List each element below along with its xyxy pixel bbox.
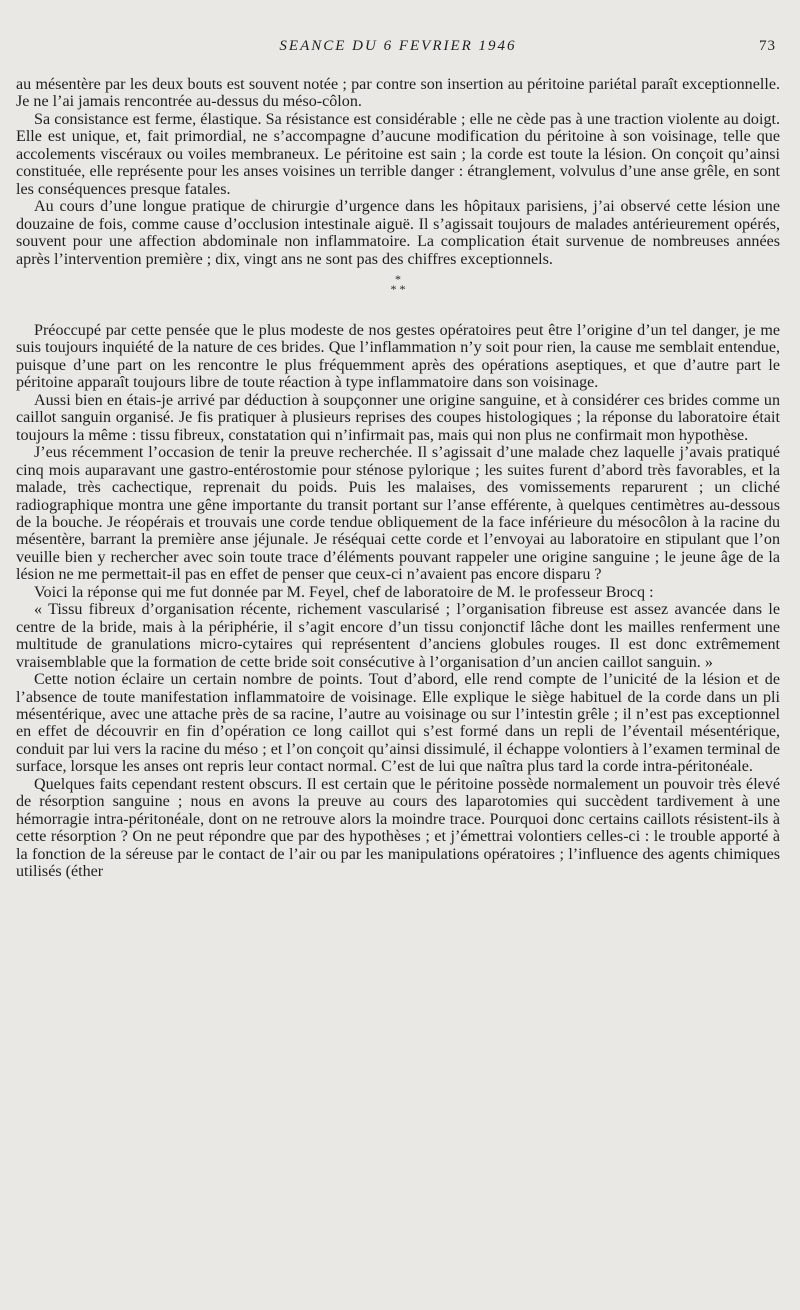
page-header xyxy=(16,38,780,62)
paragraph: au mésentère par les deux bouts est souvent notée ; par contre son insertion au péritoine pariétal paraît exceptionnelle. Je ne l’ai jamais rencontrée au-dessus du méso-côlon. xyxy=(16,76,780,111)
paragraph: Cette notion éclaire un certain nombre de points. Tout d’abord, elle rend compte de l’unicité de la lésion et de l’absence de toute manifestation inflammatoire de voisinage. Elle explique le siège habituel de la corde dans un pli mésentérique, avec une attache près de sa racine, l’autre au voisinage ou sur l’intestin grêle ; il n’est pas exceptionnel en effet de découvrir en fin d’opération ce long caillot qui s’est formé dans un repli de l’éventail mésentérique, conduit par lui vers la racine du méso ; et l’on conçoit qu’ainsi dissimulé, il échappe volontiers à l’examen terminal de surface, lorsque les anses ont repris leur contact normal. C’est de lui que naîtra plus tard la corde intra-péritonéale. xyxy=(16,671,780,776)
paragraph: Quelques faits cependant restent obscurs. Il est certain que le péritoine possède normalement un pouvoir très élevé de résorption sanguine ; nous en avons la preuve au cours des laparotomies qui succèdent tardivement à une hémorragie intra-péritonéale, dont on ne retrouve alors la moindre trace. Pourquoi donc certains caillots résistent-ils à cette résorption ? On ne peut répondre que par des hypothèses ; et j’émettrai volontiers celles-ci : le trouble apporté à la fonction de la séreuse par le contact de l’air ou par les manipulations opératoires ; l’influence des agents chimiques utilisés (éther xyxy=(16,775,780,881)
paragraph: J’eus récemment l’occasion de tenir la preuve recherchée. Il s’agissait d’une malade chez laquelle j’avais pratiqué cinq mois auparavant une gastro-entérostomie pour sténose pylorique ; les suites furent d’abord très favorables, et la malade, très cachectique, reprenait du poids. Puis les malaises, des vomissements reparurent ; un cliché radiographique montra une gêne importante du transit portant sur l’anse efférente, à quelques centimètres au-dessous de la bouche. Je réopérais et trouvais une corde tendue obliquement de la face inférieure du mésocôlon à la racine du mésentère, barrant la première anse jéjunale. Je réséquai cette corde et l’envoyai au laboratoire en stipulant que l’on veuille bien y rechercher avec soin toute trace d’éléments pouvant rappeler une origine sanguine ; le jeune âge de la lésion ne me permettait-il pas en effet de penser que ceux-ci n’avaient pas encore disparu ? xyxy=(16,444,780,584)
paragraph: Préoccupé par cette pensée que le plus modeste de nos gestes opératoires peut être l’origine d’un tel danger, je me suis toujours inquiété de la nature de ces brides. Que l’inflammation n’y soit pour rien, la cause me semblait entendue, puisque d’une part on les rencontre le plus fréquemment après des opérations aseptiques, et que d’autre part le péritoine apparaît toujours libre de toute réaction à type inflammatoire dans son voisinage. xyxy=(16,321,780,392)
separator-stars-bottom: * * xyxy=(390,281,406,296)
quoted-paragraph: « Tissu fibreux d’organisation récente, richement vascularisé ; l’organisation fibreuse est assez avancée dans le centre de la bride, mais à la périphérie, il s’agit encore d’un tissu conjonctif lâche dont les mailles renferment une multitude de granulations micro-cytaires qui représentent d’anciens globules rouges. Il est donc extrêmement vraisemblable que la formation de cette bride soit consécutive à l’organisation d’un ancien caillot sanguin. » xyxy=(16,601,780,671)
paragraph: Aussi bien en étais-je arrivé par déduction à soupçonner une origine sanguine, et à considérer ces brides comme un caillot sanguin organisé. Je fis pratiquer à plusieurs reprises des coupes histologiques ; la réponse du laboratoire était toujours la même : tissu fibreux, constatation qui n’infirmait pas, mais qui non plus ne confirmait mon hypothèse. xyxy=(16,391,780,444)
running-title: SEANCE DU 6 FEVRIER 1946 xyxy=(279,38,517,54)
separator-star-top: * xyxy=(395,271,401,286)
body-text xyxy=(16,76,780,880)
paragraph: Au cours d’une longue pratique de chirurgie d’urgence dans les hôpitaux parisiens, j’ai observé cette lésion une douzaine de fois, comme cause d’occlusion intestinale aiguë. Il s’agissait toujours de malades antérieurement opérés, souvent pour une affection abdominale non inflammatoire. La complication était survenue de nombreuses années après l’intervention première ; dix, vingt ans ne sont pas des chiffres exceptionnels. xyxy=(16,198,780,268)
paragraph: Voici la réponse qui me fut donnée par M. Feyel, chef de laboratoire de M. le professeur Brocq : xyxy=(34,583,654,601)
section-separator xyxy=(16,268,780,322)
paragraph: Sa consistance est ferme, élastique. Sa résistance est considérable ; elle ne cède pas à une traction violente au doigt. Elle est unique, et, fait primordial, ne s’accompagne d’aucune modification du péritoine à son voisinage, telle que accolements viscéraux ou voiles membraneux. Le péritoine est sain ; la corde est toute la lésion. On conçoit qu’ainsi constituée, elle représente pour les anses voisines un terrible danger : étranglement, volvulus d’une anse grêle, en sont les conséquences presque fatales. xyxy=(16,110,780,198)
page-number: 73 xyxy=(759,38,776,54)
